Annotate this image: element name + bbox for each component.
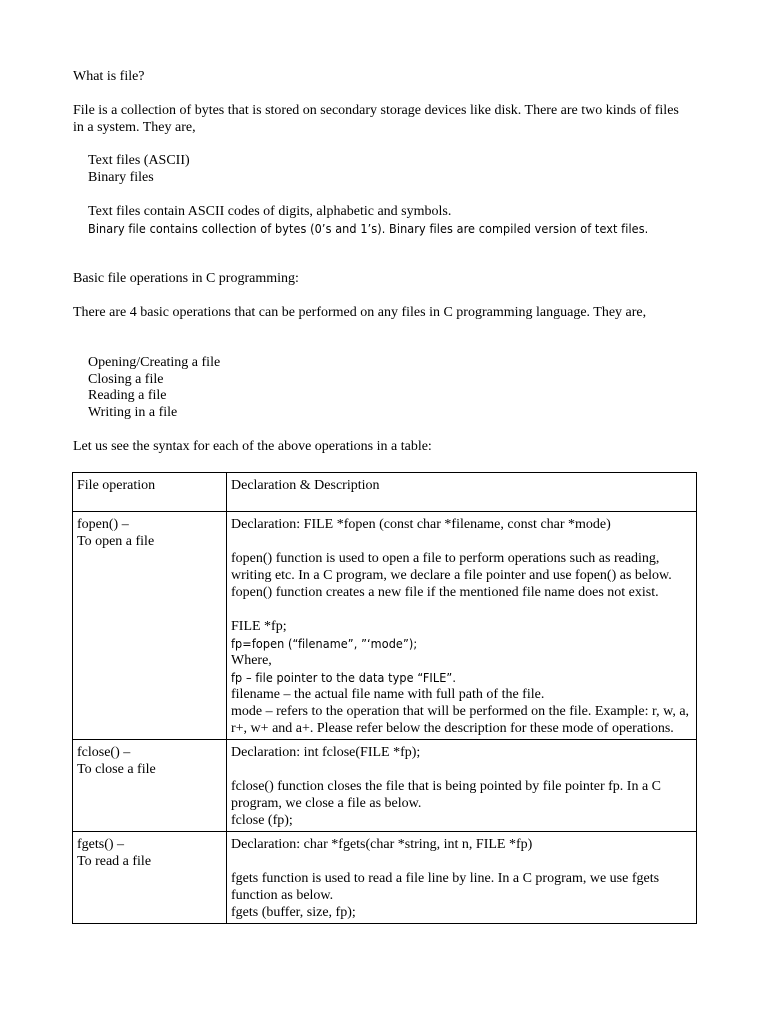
operation-name: fopen() – bbox=[77, 517, 129, 532]
fp-description: fp – file pointer to the data type “FILE”. bbox=[231, 670, 457, 685]
operation-list-item: Closing a file bbox=[88, 372, 164, 387]
file-operations-table bbox=[72, 472, 697, 924]
description-cell bbox=[227, 740, 697, 832]
filename-description: filename – the actual file name with full path of the file. bbox=[231, 687, 545, 702]
declaration: Declaration: FILE *fopen (const char *filename, const char *mode) bbox=[231, 517, 611, 532]
operation-list-item: Opening/Creating a file bbox=[88, 355, 221, 370]
code-line: fclose (fp); bbox=[231, 813, 293, 828]
file-kind-item: Binary files bbox=[88, 170, 154, 185]
binary-files-description: Binary file contains collection of bytes (0’s and 1’s). Binary files are compiled version of text files. bbox=[88, 221, 649, 236]
header-declaration-description: Declaration & Description bbox=[227, 473, 697, 512]
operation-list-item: Writing in a file bbox=[88, 405, 178, 420]
table-row bbox=[73, 512, 697, 740]
code-line: FILE *fp; bbox=[231, 619, 287, 634]
table-row bbox=[73, 832, 697, 924]
operation-list-item: Reading a file bbox=[88, 388, 167, 403]
mode-description: mode – refers to the operation that will be performed on the file. Example: r, w, a, r+, w+ and a+. Please refer below the description for these mode of operations. bbox=[231, 704, 690, 736]
file-kind-item: Text files (ASCII) bbox=[88, 153, 190, 168]
operations-heading: Basic file operations in C programming: bbox=[73, 271, 299, 286]
operation-cell bbox=[73, 740, 227, 832]
code-line: fp=fopen (“filename”, ”‘mode”); bbox=[231, 636, 418, 651]
header-file-operation: File operation bbox=[73, 473, 227, 512]
section-title: What is file? bbox=[73, 69, 145, 84]
operation-name: fclose() – bbox=[77, 745, 131, 760]
code-line: fgets (buffer, size, fp); bbox=[231, 905, 356, 920]
intro-paragraph: File is a collection of bytes that is stored on secondary storage devices like disk. There are two kinds of files in a system. They are, bbox=[73, 103, 679, 135]
operation-cell bbox=[73, 512, 227, 740]
where-label: Where, bbox=[231, 653, 272, 668]
table-row bbox=[73, 740, 697, 832]
operation-purpose: To open a file bbox=[77, 534, 155, 549]
text-files-description: Text files contain ASCII codes of digits, alphabetic and symbols. bbox=[88, 204, 452, 219]
table-intro: Let us see the syntax for each of the above operations in a table: bbox=[73, 439, 432, 454]
table-header-row bbox=[73, 473, 697, 512]
description: fclose() function closes the file that is being pointed by file pointer fp. In a C program, we close a file as below. bbox=[231, 779, 661, 811]
operation-purpose: To read a file bbox=[77, 854, 152, 869]
operation-purpose: To close a file bbox=[77, 762, 156, 777]
description: fgets function is used to read a file line by line. In a C program, we use fgets function as below. bbox=[231, 871, 660, 903]
operation-name: fgets() – bbox=[77, 837, 125, 852]
declaration: Declaration: int fclose(FILE *fp); bbox=[231, 745, 421, 760]
operations-paragraph: There are 4 basic operations that can be performed on any files in C programming language. They are, bbox=[73, 305, 647, 320]
operation-cell bbox=[73, 832, 227, 924]
description: fopen() function is used to open a file to perform operations such as reading, writing etc. In a C program, we declare a file pointer and use fopen() as below. fopen() function creates a new file if the mentioned file name does not exist. bbox=[231, 551, 672, 600]
description-cell bbox=[227, 832, 697, 924]
declaration: Declaration: char *fgets(char *string, int n, FILE *fp) bbox=[231, 837, 533, 852]
description-cell bbox=[227, 512, 697, 740]
